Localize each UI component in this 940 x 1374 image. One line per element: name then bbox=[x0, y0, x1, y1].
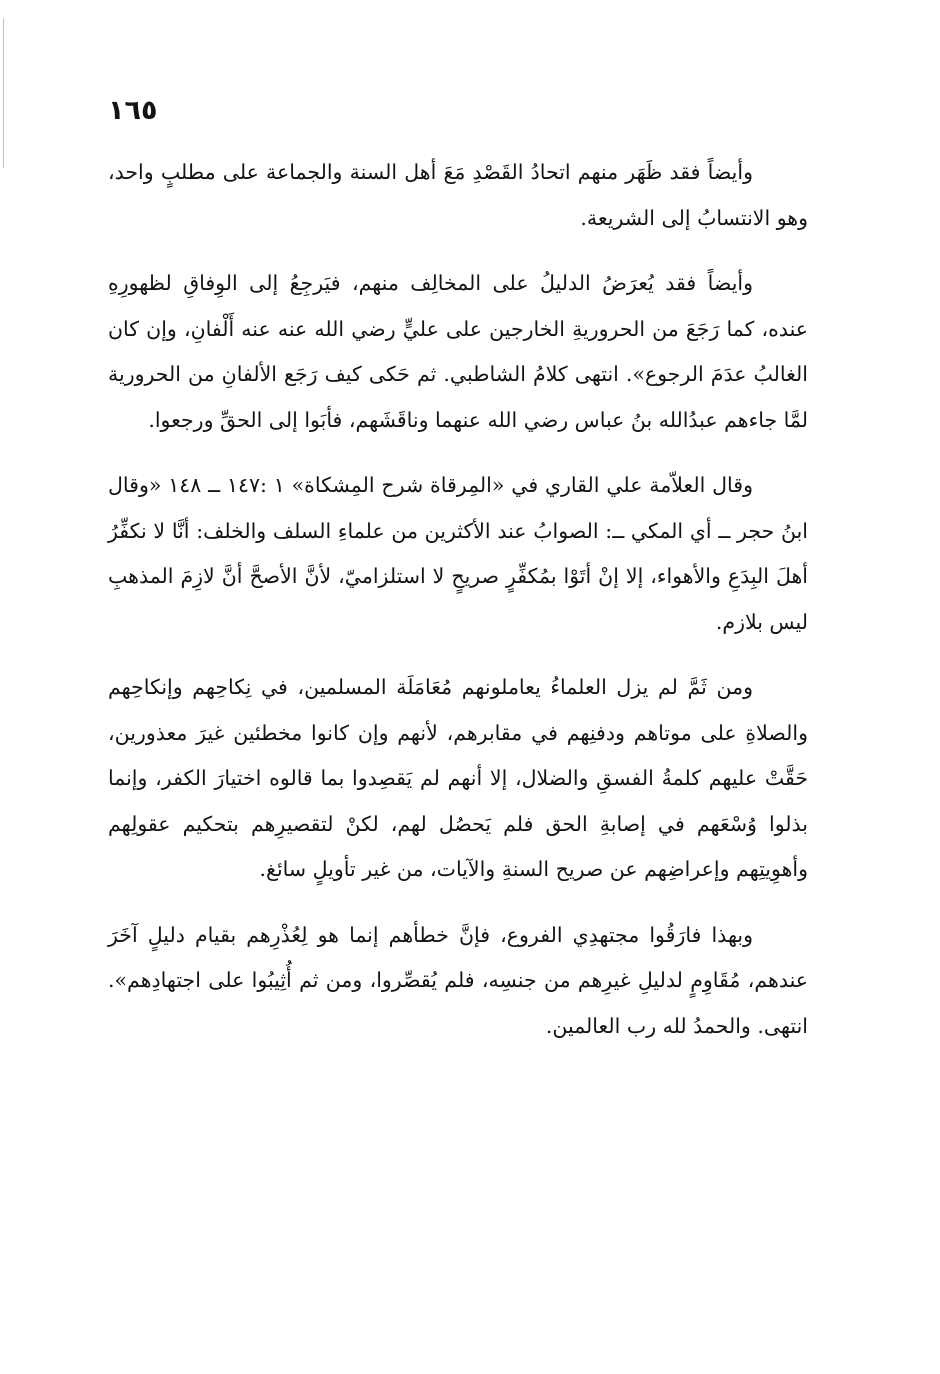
paragraph-2: وأيضاً فقد يُعرَضُ الدليلُ على المخالِف منهم، فيَرجِعُ إلى الوِفاقِ لظهورِهِ عنده، كما رَجَعَ من الحروريةِ الخارجين على عليٍّ رضي الله عنه عنه أَلْفانِ، وإن كان الغالبُ عدَمَ الرجوع». انتهى كلامُ الشاطبي. ثم حَكى كيف رَجَع الألفانِ من الحرورية لمَّا جاءهم عبدُالله بنُ عباس رضي الله عنهما وناقَشَهم، فأبَوا إلى الحقِّ ورجعوا. bbox=[108, 271, 808, 432]
page-number: ١٦٥ bbox=[108, 95, 158, 126]
paragraph-3: وقال العلاّمة علي القاري في «المِرقاة شرح المِشكاة» ١ :١٤٧ ــ ١٤٨ «وقال ابنُ حجر ــ أي المكي ــ: الصوابُ عند الأكثرين من علماءِ السلف والخلف: أنَّا لا نكفِّرُ أهلَ البِدَعِ والأهواء، إلا إنْ أتَوْا بمُكفِّرٍ صريحٍ لا استلزاميّ، لأنَّ الأصحَّ أنَّ لازِمَ المذهبِ ليس بلازم. bbox=[108, 473, 808, 634]
scan-edge-line bbox=[3, 18, 4, 168]
paragraph-1: وأيضاً فقد ظَهَر منهم اتحادُ القَصْدِ مَعَ أهل السنة والجماعة على مطلبٍ واحد، وهو الانتسابُ إلى الشريعة. bbox=[108, 160, 808, 230]
paragraph-5: وبهذا فارَقُوا مجتهدِي الفروع، فإنَّ خطأهم إنما هو لِعُذْرِهم بقيام دليلٍ آخَرَ عندهم، مُقَاوِمٍ لدليلِ غيرِهم من جنسِه، فلم يُقصِّروا، ومن ثم أُثِيبُوا على اجتهادِهم». انتهى. والحمدُ لله رب العالمين. bbox=[108, 922, 808, 1038]
body-text bbox=[108, 150, 808, 1049]
paragraph-4: ومن ثَمَّ لم يزل العلماءُ يعاملونهم مُعَامَلَة المسلمين، في نِكاحِهم وإنكاحِهم والصلاةِ على موتاهم ودفنِهم في مقابرهم، لأنهم وإن كانوا مخطئين غيرَ معذورين، حَقَّتْ عليهم كلمةُ الفسقِ والضلال، إلا أنهم لم يَقصِدوا بما قالوه اختيارَ الكفر، وإنما بذلوا وُسْعَهم في إصابةِ الحق فلم يَحصُل لهم، لكنْ لتقصيرِهم بتحكيم عقولِهم وأهوِيتِهم وإعراضِهم عن صريح السنةِ والآيات، من غير تأويلٍ سائغ. bbox=[108, 675, 808, 881]
